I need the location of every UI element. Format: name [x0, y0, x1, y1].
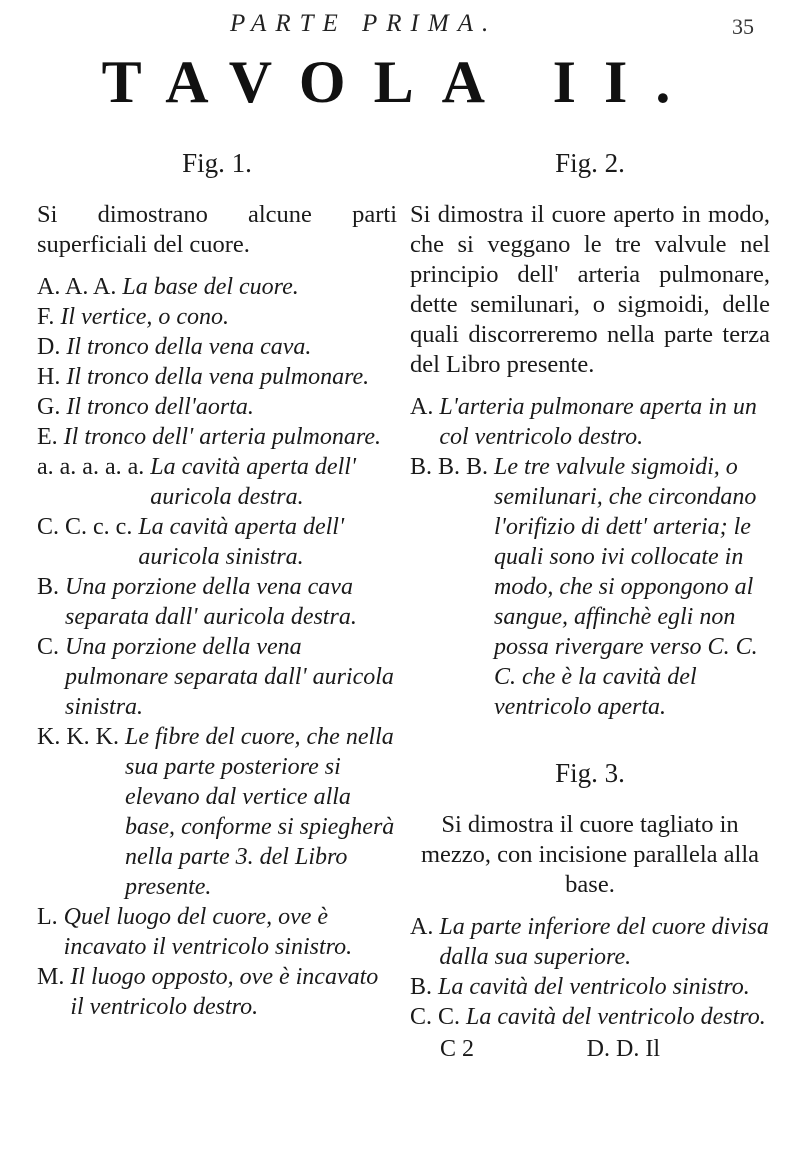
legend-entry	[37, 452, 397, 512]
legend-desc: La cavità del ventricolo sinistro.	[438, 974, 750, 1000]
fig1-heading: Fig. 1.	[182, 148, 252, 178]
fig1-column	[37, 148, 397, 1022]
legend-entry	[410, 392, 770, 452]
legend-key: C.	[37, 634, 60, 660]
fig2-intro: Si dimostra il cuore aperto in modo, che si veggano le tre valvule nel principio dell' arteria pulmonare, dette semilunari, o sigmoidi, delle quali discorreremo nella parte terza del Libro presente.	[410, 201, 770, 378]
legend-key: A.	[410, 394, 434, 420]
legend-key: B. B. B.	[410, 454, 489, 480]
legend-key: M.	[37, 964, 65, 990]
fig3-legend	[410, 912, 770, 1032]
legend-desc: La cavità aperta dell' auricola sinistra.	[138, 514, 345, 570]
legend-entry	[37, 332, 397, 362]
legend-key: F.	[37, 304, 55, 330]
legend-desc: La base del cuore.	[122, 274, 299, 300]
legend-entry	[37, 272, 397, 302]
legend-key: E.	[37, 424, 58, 450]
catchword-line	[440, 1034, 660, 1064]
fig3-intro: Si dimostra il cuore tagliato in mezzo, con incisione parallela alla base.	[420, 811, 760, 898]
legend-desc: La parte inferiore del cuore divisa dalla sua superiore.	[439, 914, 769, 970]
legend-desc: Il tronco dell' arteria pulmonare.	[63, 424, 381, 450]
legend-desc: Il tronco della vena cava.	[66, 334, 312, 360]
plate-title: TAVOLA II.	[101, 49, 699, 115]
legend-entry	[37, 572, 397, 632]
legend-key: L.	[37, 904, 58, 930]
legend-key: C. C.	[410, 1004, 461, 1030]
legend-entry	[37, 512, 397, 572]
legend-key: A.	[410, 914, 434, 940]
fig1-intro: Si dimostrano alcune parti superficiali del cuore.	[37, 201, 397, 258]
legend-entry	[37, 302, 397, 332]
running-title: PARTE PRIMA.	[230, 10, 498, 37]
legend-desc: Il tronco della vena pulmonare.	[66, 364, 370, 390]
fig2-fig3-column	[410, 148, 770, 1064]
spacer	[410, 722, 770, 758]
legend-desc: Una porzione della vena cava separata dall' auricola destra.	[65, 574, 357, 630]
legend-key: B.	[37, 574, 60, 600]
legend-entry	[37, 962, 397, 1022]
legend-entry	[37, 632, 397, 722]
legend-key: D.	[37, 334, 61, 360]
legend-desc: Il tronco dell'aorta.	[66, 394, 254, 420]
legend-entry	[410, 452, 770, 722]
legend-entry	[37, 392, 397, 422]
legend-entry	[410, 1002, 770, 1032]
legend-entry	[37, 422, 397, 452]
legend-desc: La cavità del ventricolo destro.	[466, 1004, 766, 1030]
legend-entry	[37, 722, 397, 902]
fig3-heading: Fig. 3.	[555, 758, 625, 788]
legend-desc: Le tre valvule sigmoidi, o semilunari, che circondano l'orifizio di dett' arteria; le quali sono ivi collocate in modo, che si oppongono al sangue, affinchè egli non possa rivergare verso C. C. C. che è la cavità del ventricolo aperta.	[494, 454, 758, 720]
legend-key: H.	[37, 364, 61, 390]
legend-entry	[410, 972, 770, 1002]
fig2-heading: Fig. 2.	[555, 148, 625, 178]
signature-mark: C 2	[440, 1036, 475, 1062]
legend-key: A. A. A.	[37, 274, 117, 300]
legend-key: B.	[410, 974, 433, 1000]
catchword: D. D. Il	[586, 1036, 660, 1062]
legend-entry	[37, 902, 397, 962]
legend-desc: Una porzione della vena pulmonare separata dall' auricola sinistra.	[65, 634, 394, 720]
page-number: 35	[732, 14, 754, 39]
legend-desc: Il vertice, o cono.	[60, 304, 230, 330]
legend-entry	[410, 912, 770, 972]
legend-key: C. C. c. c.	[37, 514, 133, 540]
legend-key: K. K. K.	[37, 724, 119, 750]
legend-desc: L'arteria pulmonare aperta in un col ventricolo destro.	[439, 394, 757, 450]
fig2-legend	[410, 392, 770, 722]
legend-desc: La cavità aperta dell' auricola destra.	[150, 454, 357, 510]
legend-key: G.	[37, 394, 61, 420]
legend-key: a. a. a. a. a.	[37, 454, 145, 480]
running-head	[0, 6, 800, 46]
legend-desc: Quel luogo del cuore, ove è incavato il ventricolo sinistro.	[63, 904, 353, 960]
legend-desc: Le fibre del cuore, che nella sua parte posteriore si elevano dal vertice alla base, conforme si spiegherà nella parte 3. del Libro presente.	[125, 724, 395, 900]
legend-entry	[37, 362, 397, 392]
legend-desc: Il luogo opposto, ove è incavato il ventricolo destro.	[70, 964, 379, 1020]
fig1-legend	[37, 272, 397, 1022]
